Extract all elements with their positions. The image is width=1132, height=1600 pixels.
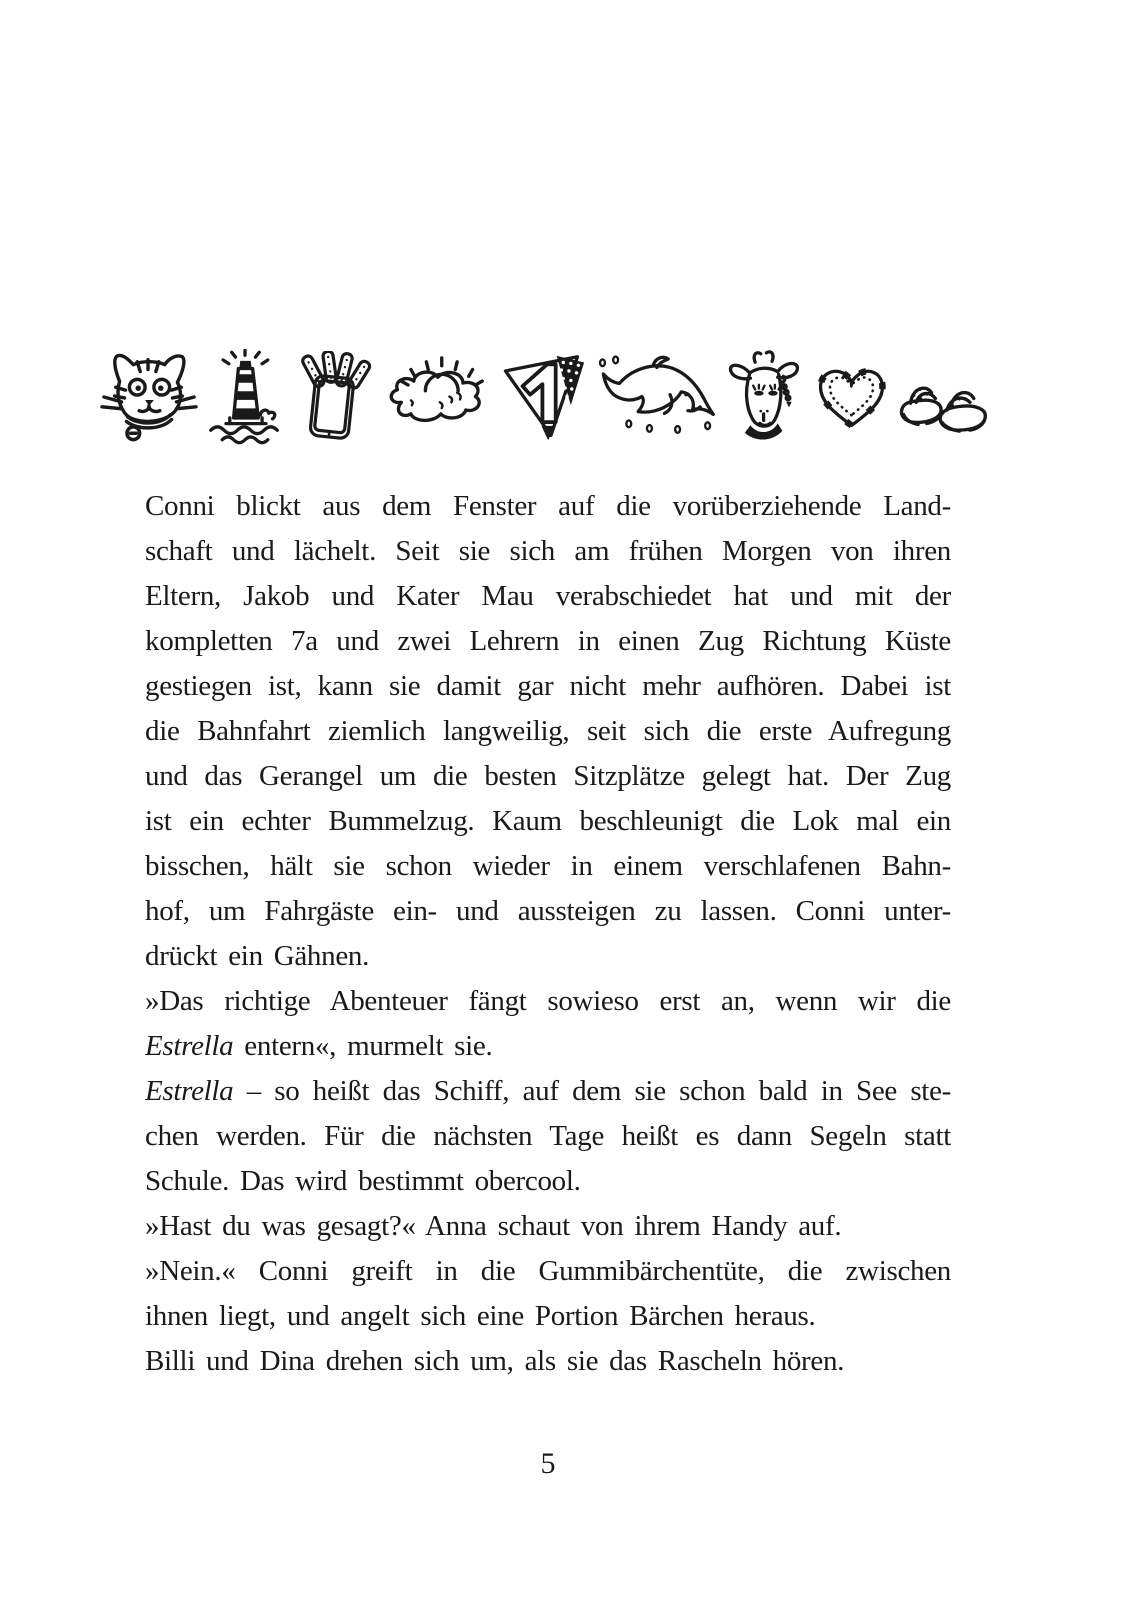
text-segment: kompletten 7a und zwei Lehrern in einen Zug Richtung Küste bbox=[145, 625, 951, 657]
text-line bbox=[145, 934, 951, 979]
text-line bbox=[145, 619, 951, 664]
text-segment: bisschen, hält sie schon wieder in einem verschlafenen Bahn- bbox=[145, 850, 951, 882]
paragraph bbox=[145, 1249, 951, 1339]
text-segment: drückt ein Gähnen. bbox=[145, 940, 370, 972]
text-segment: Conni blickt aus dem Fenster auf die vorüberziehende Land- bbox=[145, 490, 951, 522]
text-line bbox=[145, 664, 951, 709]
text-line bbox=[145, 574, 951, 619]
chapter-icon-band bbox=[100, 336, 993, 458]
heart-icon bbox=[814, 362, 889, 432]
page-text bbox=[145, 484, 951, 1384]
text-segment: ist ein echter Bummelzug. Kaum beschleunigt die Lok mal ein bbox=[145, 805, 951, 837]
paragraph bbox=[145, 1069, 951, 1204]
text-line bbox=[145, 889, 951, 934]
text-segment: chen werden. Für die nächsten Tage heißt es dann Segeln statt bbox=[145, 1120, 951, 1152]
text-segment: die Bahnfahrt ziemlich langweilig, seit sich die erste Aufregung bbox=[145, 715, 951, 747]
text-segment: »Nein.« Conni greift in die Gummibärchentüte, die zwischen bbox=[145, 1255, 951, 1287]
text-segment: – so heißt das Schiff, auf dem sie schon bald in See ste- bbox=[233, 1075, 951, 1107]
text-segment: Estrella bbox=[145, 1030, 234, 1062]
text-segment: schaft und lächelt. Seit sie sich am frühen Morgen von ihren bbox=[145, 535, 951, 567]
text-line bbox=[145, 844, 951, 889]
paragraph bbox=[145, 979, 951, 1069]
cat-icon bbox=[100, 348, 198, 446]
text-line bbox=[145, 1204, 951, 1249]
text-line bbox=[145, 1294, 951, 1339]
text-line bbox=[145, 1024, 951, 1069]
dolphin-icon bbox=[595, 355, 717, 440]
text-line bbox=[145, 799, 951, 844]
text-segment: Estrella bbox=[145, 1075, 234, 1107]
text-segment: gestiegen ist, kann sie damit gar nicht mehr aufhören. Dabei ist bbox=[145, 670, 951, 702]
text-line bbox=[145, 754, 951, 799]
paragraph bbox=[145, 1339, 951, 1384]
text-line bbox=[145, 709, 951, 754]
text-segment: Schule. Das wird bestimmt obercool. bbox=[145, 1165, 581, 1197]
text-line bbox=[145, 979, 951, 1024]
sun-behind-cloud-icon bbox=[382, 354, 488, 441]
number-one-pennant-icon bbox=[496, 350, 586, 445]
lighthouse-icon bbox=[207, 349, 283, 445]
text-segment: Eltern, Jakob und Kater Mau verabschiedet hat und mit der bbox=[145, 580, 951, 612]
text-line bbox=[145, 484, 951, 529]
phone-with-plasters-icon bbox=[291, 351, 373, 443]
text-line bbox=[145, 1249, 951, 1294]
text-line bbox=[145, 1339, 951, 1384]
text-line bbox=[145, 529, 951, 574]
goat-icon bbox=[725, 350, 805, 444]
text-line bbox=[145, 1069, 951, 1114]
text-segment: ihnen liegt, und angelt sich eine Portion Bärchen heraus. bbox=[145, 1300, 816, 1332]
page-number: 5 bbox=[540, 1447, 556, 1480]
text-segment: Billi und Dina drehen sich um, als sie das Rascheln hören. bbox=[145, 1345, 845, 1377]
paragraph bbox=[145, 484, 951, 979]
text-segment: hof, um Fahrgäste ein- und aussteigen zu lassen. Conni unter- bbox=[145, 895, 951, 927]
text-segment: »Hast du was gesagt?« Anna schaut von ihrem Handy auf. bbox=[145, 1210, 842, 1242]
paragraph bbox=[145, 1204, 951, 1249]
sandals-icon bbox=[897, 359, 993, 436]
text-line bbox=[145, 1114, 951, 1159]
text-segment: entern«, murmelt sie. bbox=[233, 1030, 493, 1062]
text-segment: »Das richtige Abenteuer fängt sowieso erst an, wenn wir die bbox=[145, 985, 951, 1017]
text-segment: und das Gerangel um die besten Sitzplätze gelegt hat. Der Zug bbox=[145, 760, 951, 792]
text-line bbox=[145, 1159, 951, 1204]
